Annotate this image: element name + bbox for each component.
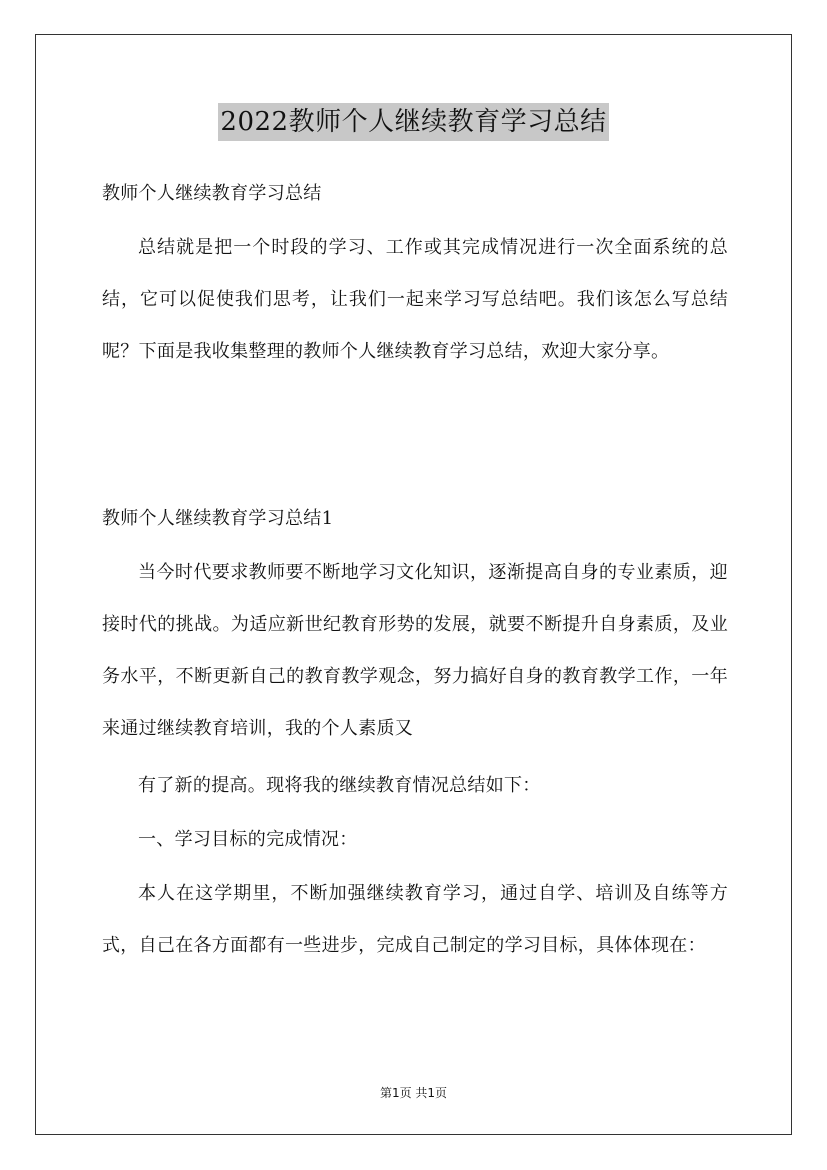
document-title: 2022教师个人继续教育学习总结 <box>218 103 608 141</box>
title-container <box>0 103 827 141</box>
intro-paragraph: 总结就是把一个时段的学习、工作或其完成情况进行一次全面系统的总结，它可以促使我们思考，让我们一起来学习写总结吧。我们该怎么写总结呢？下面是我收集整理的教师个人继续教育学习总结，欢迎大家分享。 <box>102 237 728 362</box>
section-paragraph-continued: 有了新的提高。现将我的继续教育情况总结如下： <box>138 775 541 796</box>
section-paragraph: 当今时代要求教师要不断地学习文化知识，逐渐提高自身的专业素质，迎接时代的挑战。为适应新世纪教育形势的发展，就要不断提升自身素质，及业务水平，不断更新自己的教育教学观念，努力搞好自身的教育教学工作，一年来通过继续教育培训，我的个人素质又 <box>102 562 728 739</box>
document-subtitle: 教师个人继续教育学习总结 <box>102 183 322 204</box>
section-paragraph-goals: 本人在这学期里，不断加强继续教育学习，通过自学、培训及自练等方式，自己在各方面都有一些进步，完成自己制定的学习目标，具体体现在： <box>102 883 728 956</box>
section-heading: 教师个人继续教育学习总结1 <box>102 508 334 529</box>
subheading: 一、学习目标的完成情况： <box>138 829 358 850</box>
page-footer: 第1页 共1页 <box>379 1086 448 1100</box>
